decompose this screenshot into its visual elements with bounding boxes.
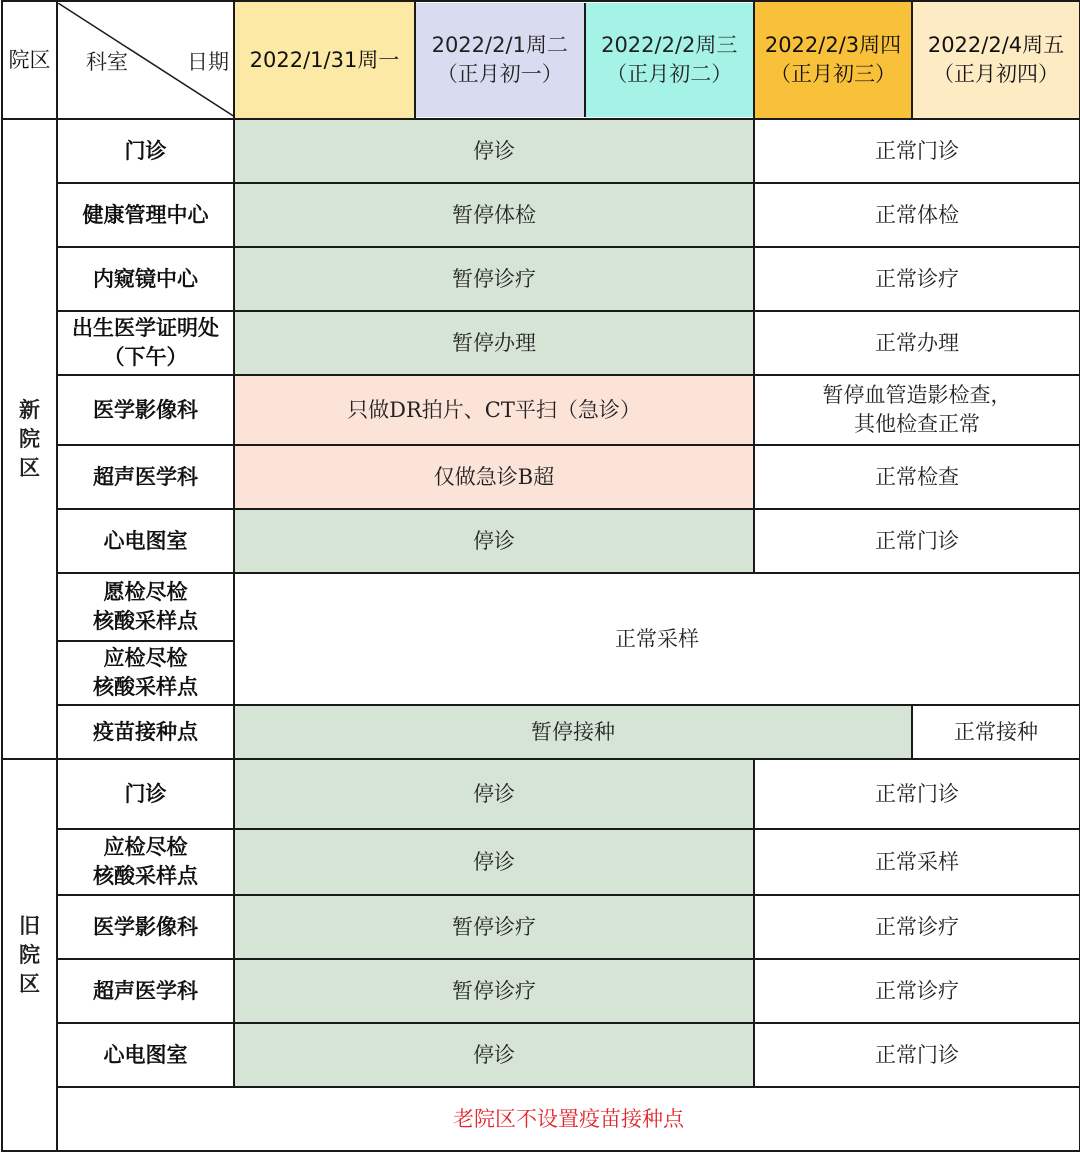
table-row [2,573,1080,641]
resume-status: 正常诊疗 [754,247,1080,311]
header-date-4: 2022/2/3周四 （正月初三） [754,1,912,119]
resume-status: 正常门诊 [754,1023,1080,1087]
header-date-5: 2022/2/4周五 （正月初四） [912,1,1080,119]
resume-status: 正常检查 [754,445,1080,509]
table-row [2,509,1080,573]
campus-new [2,119,57,759]
resume-status: 正常门诊 [754,509,1080,573]
header-date-1: 2022/1/31周一 [234,1,415,119]
resume-status: 正常诊疗 [754,895,1080,959]
dept-cell: 内窥镜中心 [57,247,234,311]
table-row [2,759,1080,829]
sampling-status: 正常采样 [234,573,1080,705]
table-row [2,895,1080,959]
header-date-label: 日期 [187,50,229,74]
holiday-schedule-table [1,0,1080,1152]
dept-cell: 应检尽检 核酸采样点 [57,829,234,895]
table-row [2,1023,1080,1087]
resume-status: 正常门诊 [754,119,1080,183]
holiday-status: 暂停诊疗 [234,247,754,311]
header-dept-date [57,1,234,119]
table-row [2,959,1080,1023]
table-row [2,247,1080,311]
holiday-status: 停诊 [234,829,754,895]
holiday-status: 停诊 [234,759,754,829]
header-campus: 院区 [2,1,57,119]
resume-status: 正常诊疗 [754,959,1080,1023]
dept-cell: 心电图室 [57,509,234,573]
holiday-status: 停诊 [234,509,754,573]
table-row [2,1087,1080,1151]
table-row [2,705,1080,759]
resume-status: 正常门诊 [754,759,1080,829]
dept-cell: 超声医学科 [57,445,234,509]
dept-cell: 疫苗接种点 [57,705,234,759]
old-campus-note: 老院区不设置疫苗接种点 [57,1087,1080,1151]
campus-old [2,759,57,1151]
resume-status: 正常接种 [912,705,1080,759]
table-row [2,119,1080,183]
header-date-2: 2022/2/1周二 （正月初一） [416,3,586,117]
header-date-3: 2022/2/2周三 （正月初二） [586,3,754,117]
holiday-status: 停诊 [234,1023,754,1087]
holiday-status: 暂停诊疗 [234,895,754,959]
dept-cell: 门诊 [57,759,234,829]
resume-status: 暂停血管造影检查， 其他检查正常 [754,375,1080,445]
holiday-status: 停诊 [234,119,754,183]
dept-cell: 心电图室 [57,1023,234,1087]
dept-cell: 健康管理中心 [57,183,234,247]
dept-cell: 超声医学科 [57,959,234,1023]
holiday-status: 只做DR拍片、CT平扫（急诊） [234,375,754,445]
resume-status: 正常办理 [754,311,1080,375]
holiday-status: 暂停接种 [234,705,912,759]
header-row [2,1,1080,119]
holiday-status: 暂停办理 [234,311,754,375]
campus-old-label: 旧 院 区 [19,913,40,996]
table-row [2,311,1080,375]
holiday-status: 暂停诊疗 [234,959,754,1023]
dept-cell: 愿检尽检 核酸采样点 [57,573,234,641]
dept-cell: 医学影像科 [57,895,234,959]
dept-cell: 应检尽检 核酸采样点 [57,641,234,705]
campus-new-label: 新 院 区 [19,397,40,480]
resume-status: 正常体检 [754,183,1080,247]
table-row [2,375,1080,445]
dept-cell: 门诊 [57,119,234,183]
dept-cell: 医学影像科 [57,375,234,445]
table-row [2,829,1080,895]
table-row [2,183,1080,247]
table-row [2,445,1080,509]
header-dates-2-3 [415,1,754,119]
resume-status: 正常采样 [754,829,1080,895]
holiday-status: 暂停体检 [234,183,754,247]
header-dept-label: 科室 [86,50,128,74]
holiday-status: 仅做急诊B超 [234,445,754,509]
dept-cell: 出生医学证明处 （下午） [57,311,234,375]
